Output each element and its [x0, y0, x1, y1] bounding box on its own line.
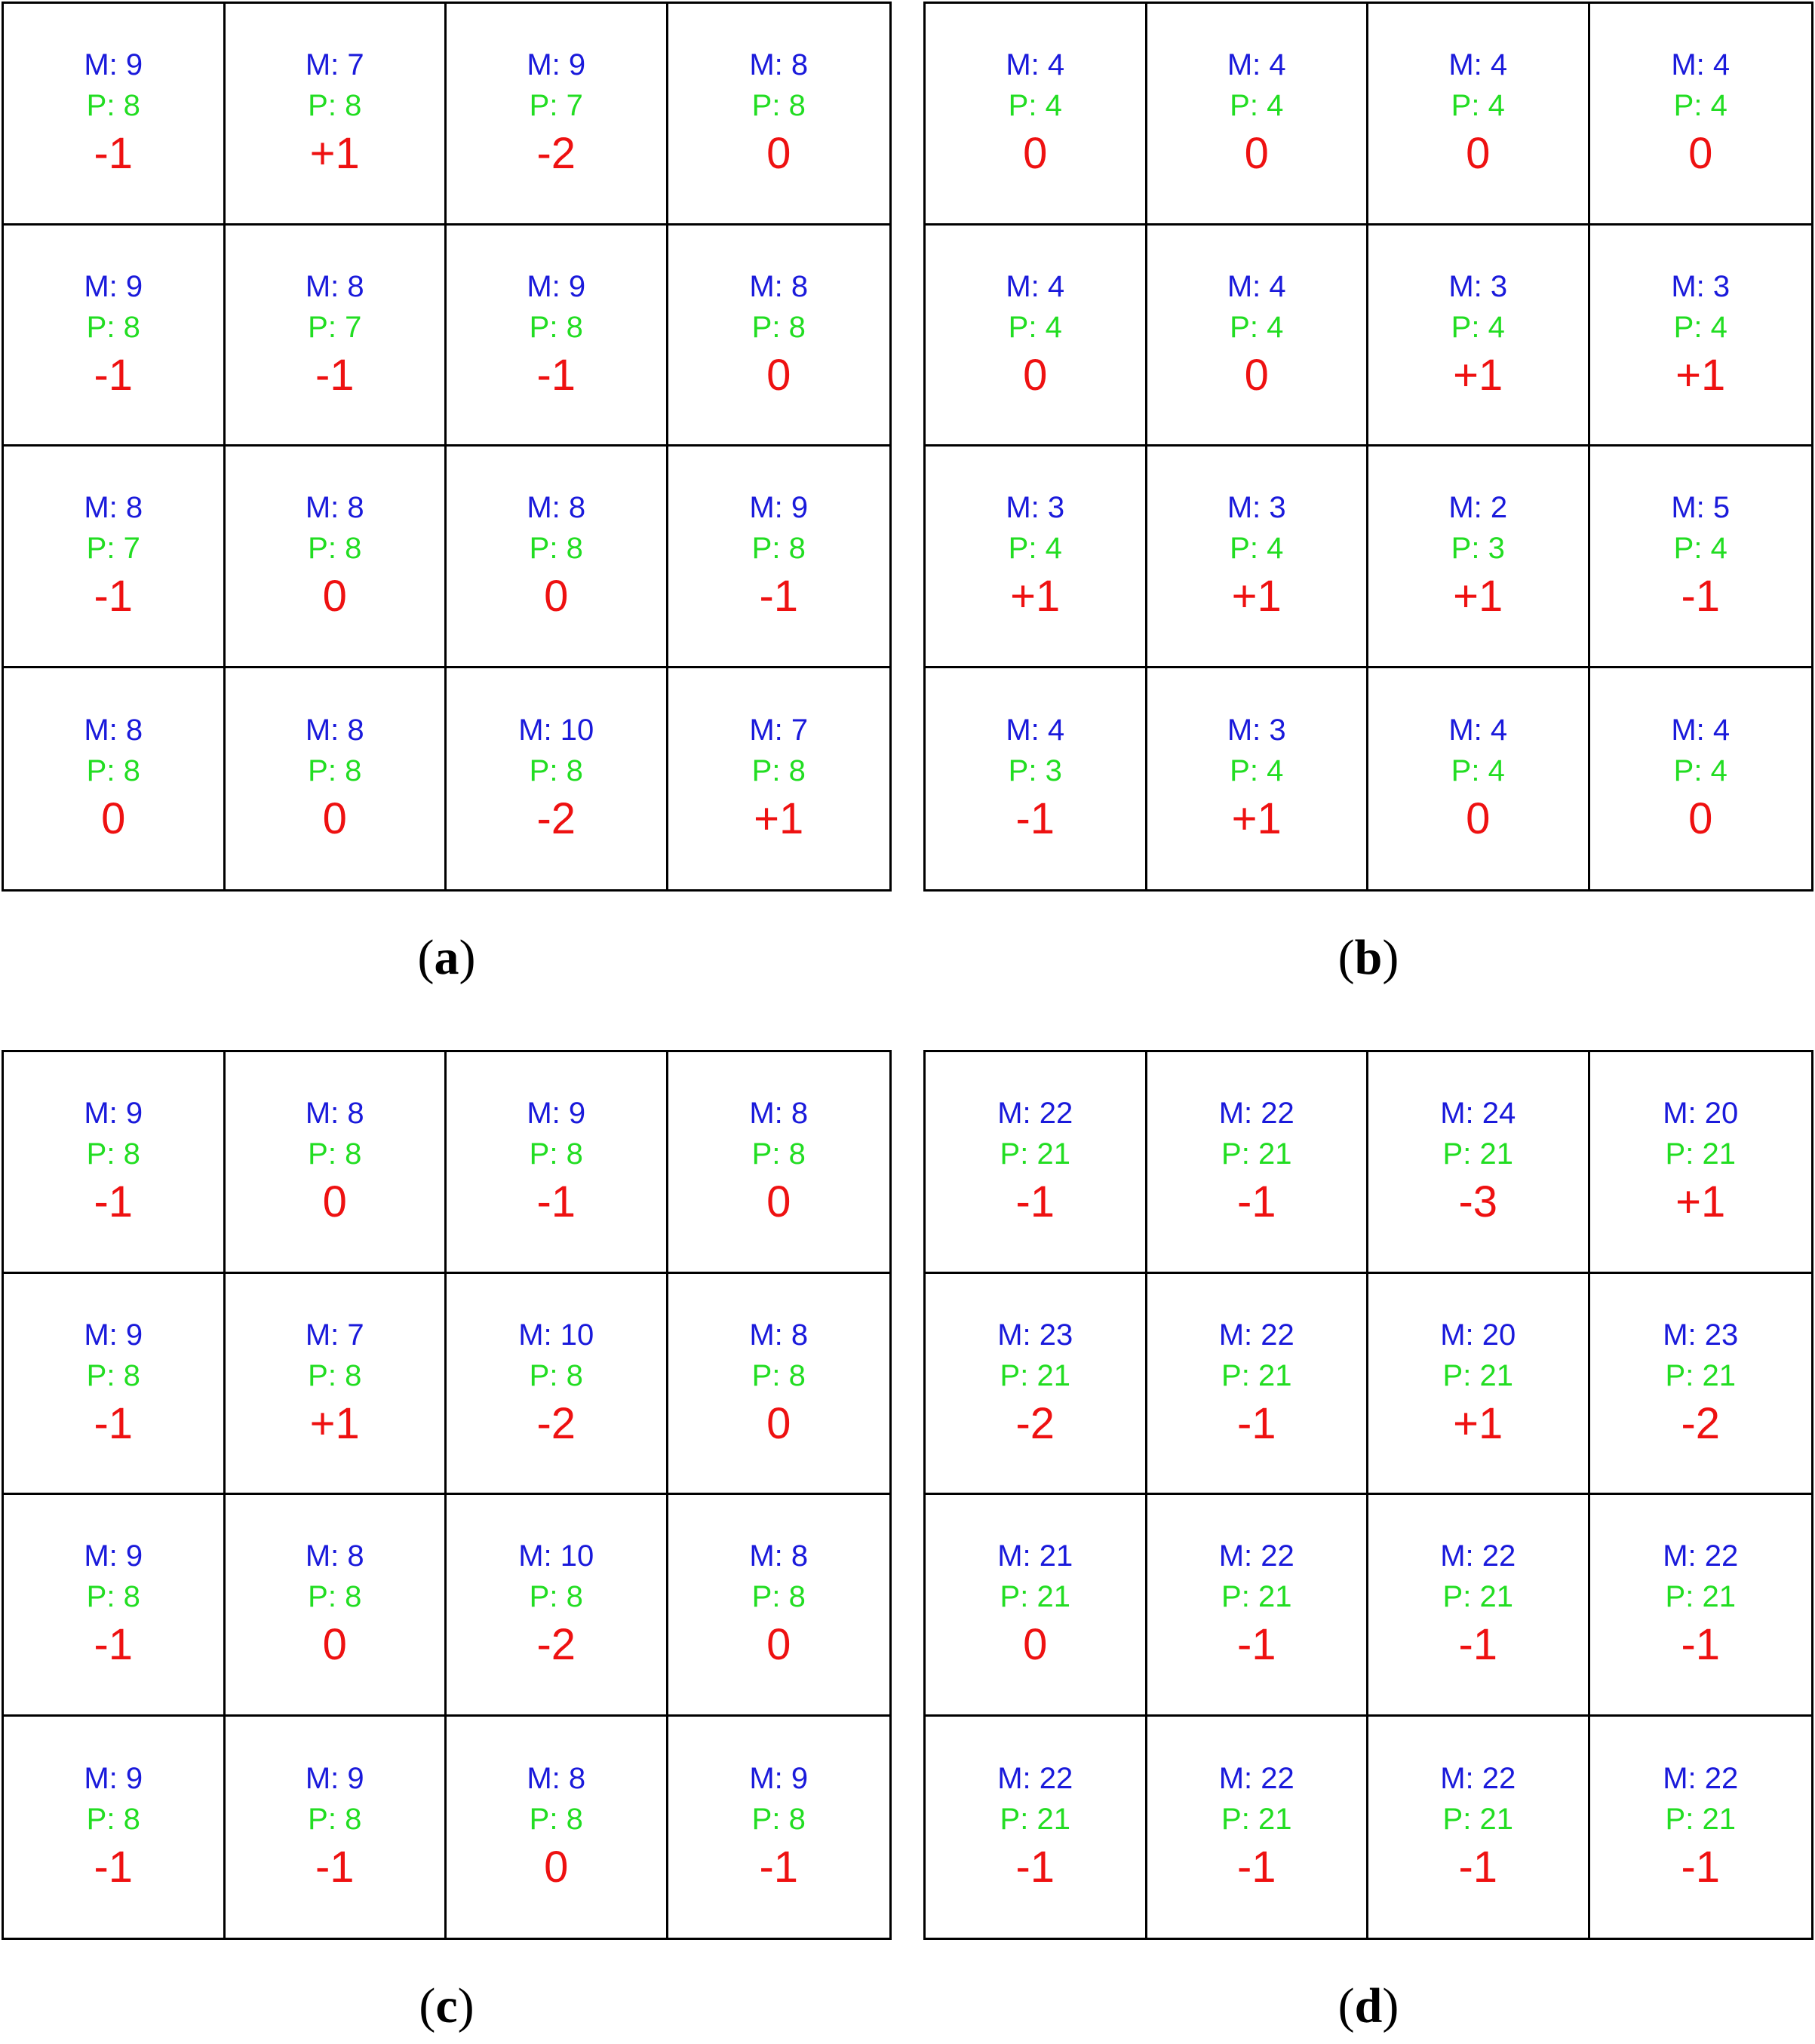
difference-value: 0: [766, 1398, 791, 1448]
p-value: P: 4: [1230, 89, 1284, 123]
difference-value: -1: [1458, 1843, 1498, 1892]
p-value: P: 8: [86, 1580, 140, 1614]
p-value: P: 7: [308, 310, 362, 344]
grid-cell: [926, 447, 1147, 668]
m-value: M: 4: [1227, 269, 1286, 303]
m-value: M: 8: [749, 1318, 809, 1352]
difference-value: +1: [1453, 1398, 1503, 1448]
p-value: P: 3: [1008, 754, 1062, 788]
difference-value: -1: [1681, 1843, 1721, 1892]
p-value: P: 8: [751, 310, 806, 344]
panel-d: [923, 1050, 1813, 2035]
grid-cell: [4, 447, 226, 668]
p-value: P: 21: [1221, 1580, 1292, 1614]
difference-value: 0: [1023, 1620, 1048, 1670]
grid-cell: [1147, 1717, 1369, 1938]
p-value: P: 4: [1230, 310, 1284, 344]
p-value: P: 4: [1673, 532, 1727, 566]
difference-value: 0: [101, 794, 126, 844]
m-value: M: 20: [1440, 1318, 1516, 1352]
p-value: P: 8: [751, 532, 806, 566]
difference-value: -2: [536, 1620, 576, 1670]
difference-value: 0: [1244, 129, 1269, 179]
m-value: M: 3: [1671, 269, 1731, 303]
grid-cell: [447, 1274, 668, 1496]
difference-value: -1: [759, 1843, 799, 1892]
p-value: P: 8: [86, 1358, 140, 1392]
difference-value: +1: [1675, 350, 1726, 400]
m-value: M: 3: [1006, 491, 1065, 525]
p-value: P: 21: [1665, 1580, 1736, 1614]
difference-value: 0: [1688, 129, 1713, 179]
p-value: P: 4: [1008, 310, 1062, 344]
m-value: M: 9: [527, 48, 586, 82]
grid-cell: [1590, 1274, 1812, 1496]
panel-caption: (b): [1337, 930, 1399, 985]
m-value: M: 22: [997, 1762, 1073, 1796]
p-value: P: 21: [1221, 1137, 1292, 1171]
p-value: P: 8: [529, 754, 583, 788]
m-value: M: 9: [749, 1762, 809, 1796]
difference-value: -1: [1458, 1620, 1498, 1670]
panel-a: [2, 2, 892, 987]
grid-cell: [1368, 1274, 1590, 1496]
grid-cell: [4, 668, 226, 890]
m-value: M: 8: [305, 1097, 364, 1131]
grid-cell: [226, 1495, 447, 1717]
p-value: P: 8: [529, 1580, 583, 1614]
grid: [2, 2, 892, 892]
p-value: P: 8: [751, 1358, 806, 1392]
p-value: P: 7: [86, 532, 140, 566]
grid-cell: [4, 1052, 226, 1274]
difference-value: 0: [1466, 794, 1491, 844]
m-value: M: 9: [84, 1097, 143, 1131]
p-value: P: 8: [86, 89, 140, 123]
m-value: M: 8: [84, 714, 143, 747]
difference-value: -1: [536, 1177, 576, 1227]
m-value: M: 9: [305, 1762, 364, 1796]
difference-value: -1: [1015, 1177, 1055, 1227]
grid-cell: [1590, 1717, 1812, 1938]
p-value: P: 21: [1221, 1358, 1292, 1392]
p-value: P: 8: [86, 754, 140, 788]
p-value: P: 4: [1451, 310, 1505, 344]
grid-cell: [1147, 668, 1369, 890]
p-value: P: 21: [1000, 1137, 1070, 1171]
p-value: P: 8: [308, 89, 362, 123]
grid-cell: [447, 447, 668, 668]
m-value: M: 9: [749, 491, 809, 525]
p-value: P: 4: [1008, 532, 1062, 566]
difference-value: -1: [1681, 572, 1721, 621]
grid-cell: [226, 4, 447, 226]
m-value: M: 8: [749, 1097, 809, 1131]
grid-cell: [668, 226, 890, 447]
grid-cell: [226, 447, 447, 668]
grid-cell: [4, 1274, 226, 1496]
grid-cell: [1590, 4, 1812, 226]
grid-cell: [668, 668, 890, 890]
difference-value: 0: [544, 572, 569, 621]
m-value: M: 9: [527, 1097, 586, 1131]
m-value: M: 2: [1448, 491, 1508, 525]
m-value: M: 7: [305, 1318, 364, 1352]
difference-value: -1: [94, 1177, 134, 1227]
p-value: P: 8: [751, 1803, 806, 1837]
grid-cell: [1147, 1052, 1369, 1274]
p-value: P: 4: [1673, 754, 1727, 788]
p-value: P: 21: [1665, 1137, 1736, 1171]
m-value: M: 10: [518, 1318, 594, 1352]
difference-value: 0: [1466, 129, 1491, 179]
grid-cell: [1368, 668, 1590, 890]
grid-cell: [1590, 447, 1812, 668]
p-value: P: 4: [1008, 89, 1062, 123]
difference-value: -1: [1236, 1177, 1276, 1227]
grid-cell: [1590, 668, 1812, 890]
m-value: M: 22: [1218, 1539, 1294, 1573]
grid-cell: [926, 1495, 1147, 1717]
grid-cell: [226, 1717, 447, 1938]
p-value: P: 7: [529, 89, 583, 123]
panel-c: [2, 1050, 892, 2035]
p-value: P: 8: [308, 532, 362, 566]
m-value: M: 9: [527, 269, 586, 303]
grid-cell: [668, 447, 890, 668]
p-value: P: 4: [1673, 89, 1727, 123]
m-value: M: 24: [1440, 1097, 1516, 1131]
difference-value: +1: [1453, 350, 1503, 400]
difference-value: +1: [1675, 1177, 1726, 1227]
difference-value: -1: [94, 572, 134, 621]
difference-value: +1: [1231, 794, 1282, 844]
m-value: M: 4: [1227, 48, 1286, 82]
m-value: M: 8: [749, 269, 809, 303]
grid-cell: [926, 1717, 1147, 1938]
grid-cell: [1368, 226, 1590, 447]
difference-value: 0: [544, 1843, 569, 1892]
grid-cell: [226, 226, 447, 447]
grid: [923, 1050, 1813, 1940]
p-value: P: 21: [1000, 1358, 1070, 1392]
grid-cell: [668, 1495, 890, 1717]
difference-value: -1: [94, 350, 134, 400]
m-value: M: 3: [1227, 714, 1286, 747]
grid-cell: [447, 4, 668, 226]
m-value: M: 9: [84, 269, 143, 303]
p-value: P: 4: [1673, 310, 1727, 344]
m-value: M: 7: [749, 714, 809, 747]
grid-cell: [1147, 447, 1369, 668]
m-value: M: 20: [1663, 1097, 1739, 1131]
p-value: P: 21: [1442, 1358, 1513, 1392]
grid-cell: [226, 1052, 447, 1274]
p-value: P: 4: [1230, 532, 1284, 566]
difference-value: -2: [536, 1398, 576, 1448]
m-value: M: 22: [1218, 1097, 1294, 1131]
grid-cell: [447, 1495, 668, 1717]
grid-cell: [1368, 1052, 1590, 1274]
m-value: M: 4: [1006, 48, 1065, 82]
panel-label: c: [435, 1978, 458, 2033]
grid-cell: [4, 226, 226, 447]
difference-value: +1: [309, 1398, 360, 1448]
p-value: P: 8: [529, 1137, 583, 1171]
m-value: M: 23: [997, 1318, 1073, 1352]
difference-value: 0: [766, 1177, 791, 1227]
difference-value: -2: [536, 129, 576, 179]
m-value: M: 4: [1448, 714, 1508, 747]
grid-cell: [926, 668, 1147, 890]
grid-cell: [1368, 4, 1590, 226]
m-value: M: 22: [1218, 1762, 1294, 1796]
p-value: P: 8: [751, 754, 806, 788]
p-value: P: 8: [751, 1137, 806, 1171]
grid-cell: [926, 4, 1147, 226]
grid-cell: [1147, 1274, 1369, 1496]
p-value: P: 21: [1665, 1803, 1736, 1837]
m-value: M: 4: [1671, 714, 1731, 747]
grid-cell: [4, 4, 226, 226]
grid-cell: [1147, 226, 1369, 447]
grid-cell: [1590, 226, 1812, 447]
m-value: M: 8: [527, 1762, 586, 1796]
difference-value: +1: [1453, 572, 1503, 621]
difference-value: -2: [1015, 1398, 1055, 1448]
difference-value: +1: [1231, 572, 1282, 621]
difference-value: 0: [1023, 129, 1048, 179]
difference-value: -2: [536, 794, 576, 844]
m-value: M: 3: [1227, 491, 1286, 525]
p-value: P: 8: [308, 1803, 362, 1837]
grid-cell: [1590, 1495, 1812, 1717]
difference-value: -3: [1458, 1177, 1498, 1227]
difference-value: -1: [94, 129, 134, 179]
difference-value: 0: [1244, 350, 1269, 400]
m-value: M: 9: [84, 1539, 143, 1573]
p-value: P: 21: [1665, 1358, 1736, 1392]
p-value: P: 8: [308, 1358, 362, 1392]
m-value: M: 9: [84, 1318, 143, 1352]
difference-value: 0: [322, 572, 347, 621]
difference-value: 0: [766, 129, 791, 179]
p-value: P: 8: [529, 1358, 583, 1392]
m-value: M: 8: [305, 269, 364, 303]
m-value: M: 8: [305, 1539, 364, 1573]
p-value: P: 8: [86, 1803, 140, 1837]
p-value: P: 21: [1000, 1803, 1070, 1837]
difference-value: -2: [1681, 1398, 1721, 1448]
m-value: M: 10: [518, 1539, 594, 1573]
difference-value: -1: [94, 1620, 134, 1670]
grid-cell: [226, 668, 447, 890]
m-value: M: 4: [1671, 48, 1731, 82]
difference-value: +1: [754, 794, 804, 844]
p-value: P: 21: [1000, 1580, 1070, 1614]
p-value: P: 21: [1221, 1803, 1292, 1837]
grid-cell: [226, 1274, 447, 1496]
grid-cell: [1147, 4, 1369, 226]
difference-value: +1: [309, 129, 360, 179]
difference-value: -1: [1236, 1843, 1276, 1892]
grid-cell: [1368, 1495, 1590, 1717]
m-value: M: 8: [749, 1539, 809, 1573]
m-value: M: 22: [1440, 1539, 1516, 1573]
difference-value: -1: [315, 350, 355, 400]
p-value: P: 21: [1442, 1803, 1513, 1837]
difference-value: -1: [1015, 1843, 1055, 1892]
m-value: M: 4: [1006, 714, 1065, 747]
p-value: P: 4: [1451, 89, 1505, 123]
p-value: P: 4: [1230, 754, 1284, 788]
p-value: P: 8: [751, 1580, 806, 1614]
panel-label: d: [1354, 1978, 1383, 2033]
difference-value: 0: [1023, 350, 1048, 400]
m-value: M: 7: [305, 48, 364, 82]
p-value: P: 8: [529, 1803, 583, 1837]
m-value: M: 22: [1440, 1762, 1516, 1796]
grid: [2, 1050, 892, 1940]
m-value: M: 9: [84, 1762, 143, 1796]
panel-b: [923, 2, 1813, 987]
panel-caption: (c): [419, 1978, 474, 2033]
difference-value: 0: [322, 1620, 347, 1670]
difference-value: 0: [766, 1620, 791, 1670]
m-value: M: 9: [84, 48, 143, 82]
p-value: P: 8: [308, 1580, 362, 1614]
p-value: P: 4: [1451, 754, 1505, 788]
m-value: M: 8: [527, 491, 586, 525]
grid-cell: [447, 226, 668, 447]
m-value: M: 22: [1218, 1318, 1294, 1352]
p-value: P: 3: [1451, 532, 1505, 566]
difference-value: 0: [322, 1177, 347, 1227]
p-value: P: 8: [308, 754, 362, 788]
difference-value: -1: [759, 572, 799, 621]
grid-cell: [668, 1052, 890, 1274]
difference-value: -1: [315, 1843, 355, 1892]
grid-cell: [447, 1717, 668, 1938]
p-value: P: 8: [86, 310, 140, 344]
m-value: M: 3: [1448, 269, 1508, 303]
panel-caption: (d): [1337, 1978, 1399, 2033]
difference-value: -1: [1236, 1398, 1276, 1448]
m-value: M: 21: [997, 1539, 1073, 1573]
m-value: M: 8: [305, 491, 364, 525]
p-value: P: 8: [308, 1137, 362, 1171]
m-value: M: 5: [1671, 491, 1731, 525]
difference-value: -1: [1015, 794, 1055, 844]
m-value: M: 8: [749, 48, 809, 82]
grid-cell: [1147, 1495, 1369, 1717]
grid-cell: [4, 1717, 226, 1938]
grid-cell: [668, 1717, 890, 1938]
grid-cell: [926, 1052, 1147, 1274]
difference-value: -1: [94, 1398, 134, 1448]
m-value: M: 10: [518, 714, 594, 747]
p-value: P: 21: [1442, 1580, 1513, 1614]
panel-label: a: [434, 930, 459, 985]
m-value: M: 8: [305, 714, 364, 747]
grid-cell: [447, 668, 668, 890]
difference-value: 0: [322, 794, 347, 844]
grid-cell: [4, 1495, 226, 1717]
m-value: M: 4: [1006, 269, 1065, 303]
difference-value: 0: [1688, 794, 1713, 844]
grid-cell: [1368, 447, 1590, 668]
grid-cell: [668, 4, 890, 226]
m-value: M: 23: [1663, 1318, 1739, 1352]
grid-cell: [668, 1274, 890, 1496]
panel-label: b: [1354, 930, 1383, 985]
grid-cell: [447, 1052, 668, 1274]
m-value: M: 4: [1448, 48, 1508, 82]
difference-value: -1: [536, 350, 576, 400]
grid: [923, 2, 1813, 892]
m-value: M: 22: [997, 1097, 1073, 1131]
difference-value: 0: [766, 350, 791, 400]
m-value: M: 22: [1663, 1762, 1739, 1796]
difference-value: -1: [1236, 1620, 1276, 1670]
difference-value: -1: [94, 1843, 134, 1892]
grid-cell: [1368, 1717, 1590, 1938]
p-value: P: 8: [529, 532, 583, 566]
grid-cell: [926, 226, 1147, 447]
panel-caption: (a): [417, 930, 476, 985]
grid-cell: [926, 1274, 1147, 1496]
p-value: P: 21: [1442, 1137, 1513, 1171]
p-value: P: 8: [86, 1137, 140, 1171]
p-value: P: 8: [529, 310, 583, 344]
m-value: M: 22: [1663, 1539, 1739, 1573]
p-value: P: 8: [751, 89, 806, 123]
difference-value: +1: [1010, 572, 1061, 621]
m-value: M: 8: [84, 491, 143, 525]
grid-cell: [1590, 1052, 1812, 1274]
difference-value: -1: [1681, 1620, 1721, 1670]
